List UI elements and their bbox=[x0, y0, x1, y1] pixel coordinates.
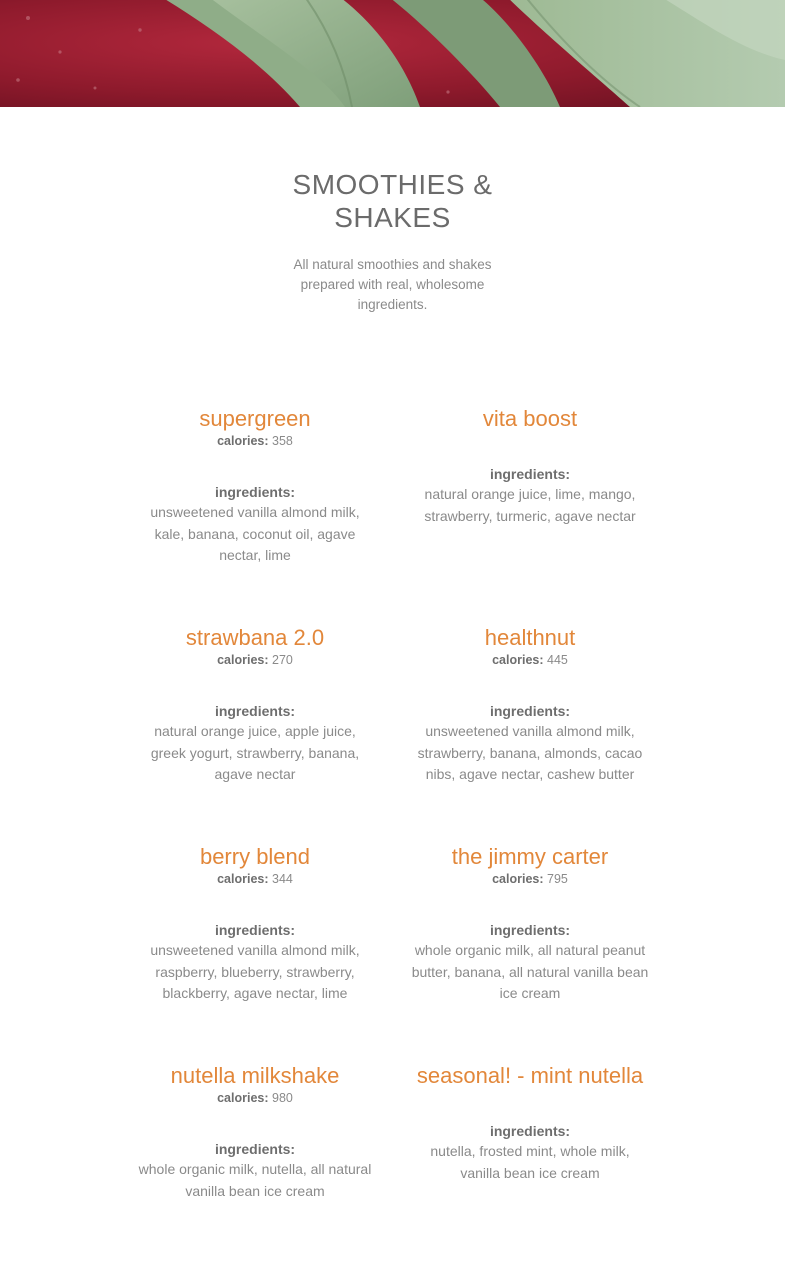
ingredients-text: natural orange juice, apple juice, greek yogurt, strawberry, banana, agave nectar bbox=[150, 723, 360, 782]
ingredients-label: ingredients: bbox=[214, 703, 296, 719]
menu-item-calories bbox=[405, 871, 655, 887]
calories-value: 358 bbox=[272, 434, 293, 448]
menu-item-calories bbox=[130, 433, 380, 449]
ingredients-label: ingredients: bbox=[489, 703, 571, 719]
ingredients-label: ingredients: bbox=[214, 484, 296, 500]
menu-item-nutella-milkshake bbox=[130, 1063, 380, 1202]
menu-item-calories bbox=[405, 652, 655, 668]
menu-item-supergreen bbox=[130, 406, 380, 567]
calories-value: 344 bbox=[272, 872, 293, 886]
section-title-line1: SMOOTHIES & bbox=[292, 169, 493, 200]
calories-label: calories: bbox=[217, 1091, 269, 1105]
calories-label: calories: bbox=[217, 434, 269, 448]
calories-label: calories: bbox=[492, 653, 544, 667]
calories-label: calories: bbox=[217, 653, 269, 667]
section-title bbox=[0, 168, 785, 234]
menu-item-calories bbox=[130, 652, 380, 668]
hero-strawberry-leaves-graphic bbox=[0, 0, 785, 107]
ingredients-text: whole organic milk, all natural peanut butter, banana, all natural vanilla bean ice cream bbox=[411, 942, 649, 1001]
calories-value: 980 bbox=[272, 1091, 293, 1105]
menu-item-healthnut bbox=[405, 625, 655, 786]
menu-item-calories bbox=[130, 1090, 380, 1106]
ingredients-text: nutella, frosted mint, whole milk, vanilla bean ice cream bbox=[430, 1143, 630, 1181]
ingredients-label: ingredients: bbox=[489, 466, 571, 482]
ingredients-text: unsweetened vanilla almond milk, strawberry, banana, almonds, cacao nibs, agave nectar, cashew butter bbox=[417, 723, 643, 782]
menu-item-name: seasonal! - mint nutella bbox=[416, 1063, 644, 1088]
menu-item-name: the jimmy carter bbox=[451, 844, 609, 869]
menu-item-calories bbox=[130, 871, 380, 887]
section-subtitle: All natural smoothies and shakes prepared with real, wholesome ingredients. bbox=[293, 257, 492, 312]
menu-item-name: strawbana 2.0 bbox=[185, 625, 325, 650]
menu-item-vita-boost bbox=[405, 406, 655, 527]
ingredients-label: ingredients: bbox=[214, 922, 296, 938]
menu-item-name: vita boost bbox=[482, 406, 578, 431]
ingredients-label: ingredients: bbox=[214, 1141, 296, 1157]
ingredients-text: unsweetened vanilla almond milk, kale, banana, coconut oil, agave nectar, lime bbox=[150, 504, 360, 563]
hero-image bbox=[0, 0, 785, 107]
calories-label: calories: bbox=[492, 872, 544, 886]
menu-item-berry-blend bbox=[130, 844, 380, 1005]
ingredients-label: ingredients: bbox=[489, 922, 571, 938]
ingredients-text: unsweetened vanilla almond milk, raspberry, blueberry, strawberry, blackberry, agave nectar, lime bbox=[150, 942, 360, 1001]
menu-item-name: berry blend bbox=[199, 844, 311, 869]
calories-value: 445 bbox=[547, 653, 568, 667]
menu-item-name: supergreen bbox=[199, 406, 311, 431]
section-title-line2: SHAKES bbox=[334, 202, 451, 233]
menu-item-strawbana bbox=[130, 625, 380, 786]
calories-value: 795 bbox=[547, 872, 568, 886]
ingredients-text: natural orange juice, lime, mango, strawberry, turmeric, agave nectar bbox=[424, 486, 636, 524]
menu-item-name: nutella milkshake bbox=[170, 1063, 340, 1088]
ingredients-label: ingredients: bbox=[489, 1123, 571, 1139]
calories-label: calories: bbox=[217, 872, 269, 886]
ingredients-text: whole organic milk, nutella, all natural vanilla bean ice cream bbox=[138, 1161, 372, 1199]
calories-value: 270 bbox=[272, 653, 293, 667]
menu-item-seasonal-mint-nutella bbox=[405, 1063, 655, 1184]
menu-item-name: healthnut bbox=[484, 625, 576, 650]
menu-item-jimmy-carter bbox=[405, 844, 655, 1005]
